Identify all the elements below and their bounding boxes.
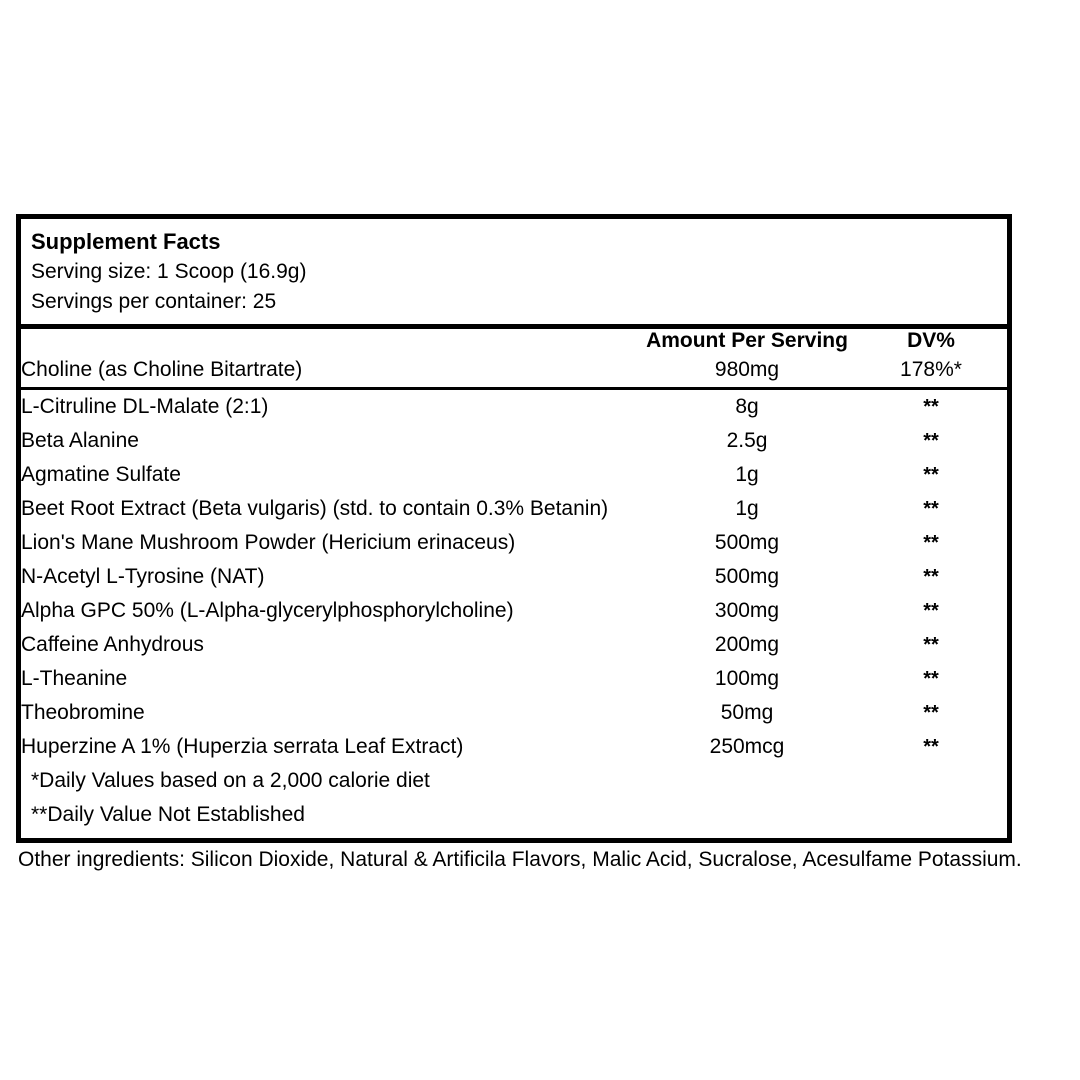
ingredient-name: Caffeine Anhydrous — [21, 632, 204, 656]
ingredient-name: L-Citruline DL-Malate (2:1) — [21, 394, 269, 418]
ingredient-dv: ** — [923, 633, 939, 656]
ingredient-dv: ** — [923, 735, 939, 758]
ingredient-name: Agmatine Sulfate — [21, 462, 181, 486]
table-row — [21, 390, 1007, 424]
column-header-amount: Amount Per Serving — [646, 328, 848, 352]
table-row — [21, 628, 1007, 662]
page-title: Supplement Facts — [31, 229, 221, 254]
ingredient-amount: 250mcg — [709, 734, 785, 758]
ingredient-name: Lion's Mane Mushroom Powder (Hericium erinaceus) — [21, 530, 516, 554]
ingredient-amount: 50mg — [720, 700, 774, 724]
nutrient-amount: 980mg — [714, 357, 780, 381]
ingredient-dv: ** — [923, 531, 939, 554]
table-row — [21, 424, 1007, 458]
ingredient-dv: ** — [923, 701, 939, 724]
ingredient-dv: ** — [923, 395, 939, 418]
ingredient-dv: ** — [923, 565, 939, 588]
ingredient-dv: ** — [923, 667, 939, 690]
table-row — [21, 730, 1007, 764]
table-row — [21, 353, 1007, 387]
ingredient-dv: ** — [923, 463, 939, 486]
ingredient-dv: ** — [923, 429, 939, 452]
footnotes — [21, 764, 1007, 838]
table-row — [21, 594, 1007, 628]
ingredient-dv: ** — [923, 599, 939, 622]
other-ingredients: Other ingredients: Silicon Dioxide, Natural & Artificila Flavors, Malic Acid, Sucralose, Acesulfame Potassium. — [18, 848, 1022, 871]
column-header-row — [21, 329, 1007, 353]
ingredient-name: L-Theanine — [21, 666, 128, 690]
supplement-facts-panel — [16, 214, 1012, 843]
nutrient-dv: 178%* — [900, 357, 962, 381]
servings-per-container: Servings per container: 25 — [31, 290, 277, 314]
table-row — [21, 458, 1007, 492]
column-header-name — [21, 329, 639, 353]
ingredients-table — [21, 390, 1007, 764]
column-header-dv: DV% — [907, 328, 955, 352]
ingredient-name: Alpha GPC 50% (L-Alpha-glycerylphosphorylcholine) — [21, 598, 514, 622]
table-row — [21, 662, 1007, 696]
ingredient-name: N-Acetyl L-Tyrosine (NAT) — [21, 564, 265, 588]
facts-header — [21, 219, 1007, 324]
ingredient-amount: 8g — [735, 394, 759, 418]
table-row — [21, 560, 1007, 594]
serving-size: Serving size: 1 Scoop (16.9g) — [31, 259, 307, 283]
ingredient-amount: 200mg — [714, 632, 780, 656]
ingredient-name: Beet Root Extract (Beta vulgaris) (std. to contain 0.3% Betanin) — [21, 496, 609, 520]
table-row — [21, 492, 1007, 526]
ingredient-name: Huperzine A 1% (Huperzia serrata Leaf Extract) — [21, 734, 464, 758]
ingredient-amount: 500mg — [714, 564, 780, 588]
ingredient-dv: ** — [923, 497, 939, 520]
ingredient-name: Theobromine — [21, 700, 145, 724]
footnote-daily-values: *Daily Values based on a 2,000 calorie diet — [31, 768, 430, 792]
table-row — [21, 696, 1007, 730]
nutrient-name: Choline (as Choline Bitartrate) — [21, 357, 303, 381]
primary-nutrient-table — [21, 329, 1007, 387]
ingredient-amount: 100mg — [714, 666, 780, 690]
footnote-not-established: **Daily Value Not Established — [31, 802, 305, 826]
ingredient-amount: 1g — [735, 496, 759, 520]
ingredient-amount: 2.5g — [726, 428, 768, 452]
ingredient-amount: 500mg — [714, 530, 780, 554]
ingredient-amount: 1g — [735, 462, 759, 486]
ingredient-name: Beta Alanine — [21, 428, 139, 452]
ingredient-amount: 300mg — [714, 598, 780, 622]
table-row — [21, 526, 1007, 560]
